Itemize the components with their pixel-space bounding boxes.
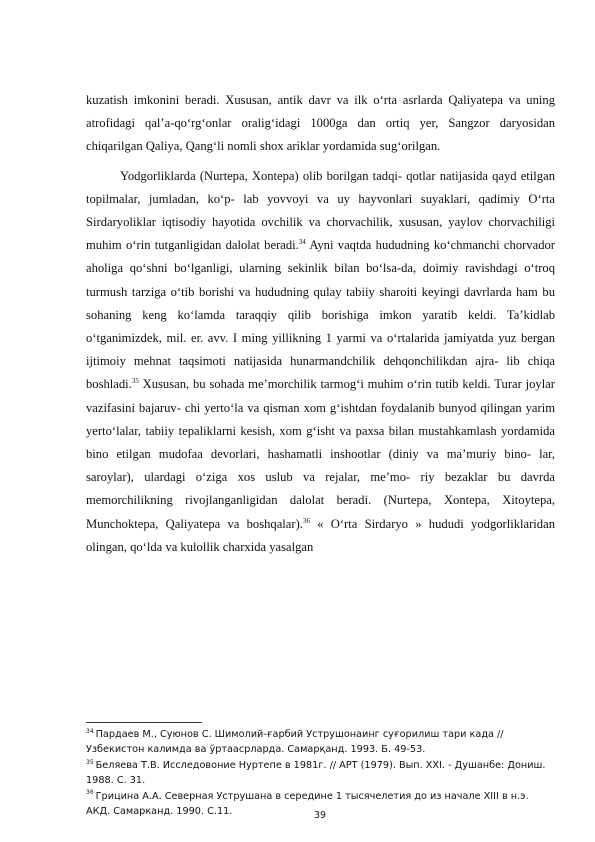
paragraph-text: Yodgorliklarda (Nurtepa, Xontepa) olib borilgan tadqi- qotlar natijasida qayd etilgan topilmalar, jumladan, ko‘p- lab yovvoyi va uy hayvonlari suyaklari, qadimiy O‘rta Sirdaryoliklar iqtisodiy hayotida ovchilik va chorvachilik, xususan, yaylov chorvachiligi muhim o‘rin tutganligidan dalolat beradi. [86, 168, 555, 253]
footnote-ref-36[interactable]: 36 [302, 516, 310, 525]
footnotes [86, 727, 555, 819]
footnote-number: 35 [86, 758, 94, 766]
footnote-text: Пардаев М., Суюнов С. Шимолий-ғарбий Уструшонаинг суғорилиш тари када // Узбекистон калимда ва ўртаасрларда. Самарқанд. 1993. Б. 49-53. [86, 729, 504, 756]
footnote-34 [86, 727, 555, 758]
footnote-35 [86, 758, 555, 789]
footnote-divider [86, 722, 202, 723]
footnote-number: 36 [86, 789, 94, 797]
body-text [86, 89, 555, 559]
footnote-ref-35[interactable]: 35 [131, 377, 139, 386]
paragraph-text: kuzatish imkonini beradi. Xususan, antik davr va ilk o‘rta asrlarda Qaliyatepa va uning atrofidagi qal’a-qo‘rg‘onlar oralig‘idagi 1000ga dan ortiq yer, Sangzor daryosidan chiqarilgan Qaliya, Qang‘li nomli shox ariklar yordamida sug‘orilgan. [86, 93, 555, 154]
paragraph-text: Ayni vaqtda hududning ko‘chmanchi chorvador aholiga qo‘shni bo‘lganligi, ularning sekinlik bilan bo‘lsa-da, doimiy ravishdagi o‘troq turmush tarziga o‘tib borishi va hududning qulay tabiiy sharoiti keyingi davrlarda ham bu sohaning keng ko‘lamda taraqqiy qilib borishiga imkon yaratib keldi. Ta’kidlab o‘tganimizdek, mil. er. avv. I ming yillikning 1 yarmi va o‘rtalarida jamiyatda yuz bergan ijtimoiy mehnat taqsimoti natijasida hunarmandchilik dehqonchilikdan ajra- lib chiqa boshladi. [86, 238, 555, 392]
paragraph-text: « O‘rta Sirdaryo » hududi yodgorliklaridan olingan, qo‘lda va kulollik charxida yasalgan [86, 516, 555, 554]
paragraph-1 [86, 89, 555, 159]
page-number: 39 [313, 810, 327, 821]
footnote-text: Грицина А.А. Северная Уструшана в середине 1 тысячелетия до из начале XIII в н.э. АКД. Самарканд. 1990. С.11. [86, 790, 529, 818]
footnote-text: Беляева Т.В. Исследовоние Нуртепе в 1981г. // АРТ (1979). Вып. XXI. - Душанбе: Дониш. 1988. С. 31. [86, 759, 546, 787]
paragraph-text: Xususan, bu sohada me’morchilik tarmog‘i muhim o‘rin tutib keldi. Turar joylar vazifasini bajaruv- chi yerto‘la va qisman xom g‘ishtdan foydalanib bunyod qilingan yarim yerto‘lalar, tabiiy tepaliklarni kesish, xom g‘isht va paxsa bilan mustahkamlash yordamida bino etilgan mudofaa devorlari, hashamatli inshootlar (diniy va ma’muriy bino- lar, saroylar), ulardagi o‘ziga xos uslub va rejalar, me’mo- riy bezaklar bu davrda memorchilikning rivojlanganligidan dalolat beradi. (Nurtepa, Xontepa, Xitoytepa, Munchoktepa, Qaliyatepa va boshqalar). [86, 377, 555, 531]
paragraph-2 [86, 165, 555, 559]
footnote-number: 34 [86, 727, 94, 735]
footnote-ref-34[interactable]: 34 [298, 238, 306, 247]
